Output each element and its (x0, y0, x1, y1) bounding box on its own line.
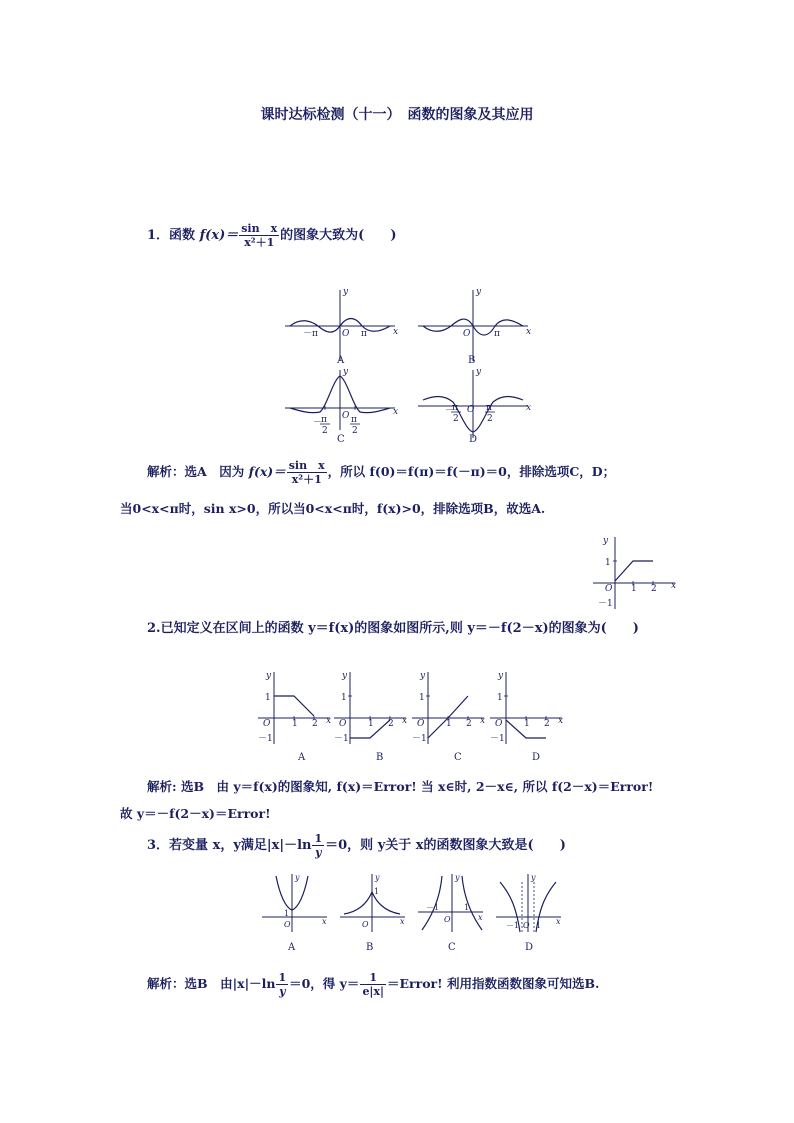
solution-3-part-b: ＝0，得 y＝ (289, 976, 360, 991)
tick-one: 1 (368, 719, 374, 729)
q3-graph-b (340, 872, 410, 934)
tick-two: 2 (453, 414, 459, 424)
question-1 (147, 222, 396, 249)
tick-two: 2 (466, 719, 472, 729)
question-3 (147, 832, 566, 859)
q1-graph-a (285, 286, 400, 366)
x-label: x (526, 327, 532, 337)
tick-pi-num: π (452, 403, 458, 413)
q2-graph-b (334, 668, 414, 748)
solution-1-fraction (287, 459, 327, 486)
tick-minus: － (445, 406, 455, 416)
tick-pi-num: π (321, 415, 327, 425)
question-3-part-b: ＝0，则 y关于 x的函数图象大致是( ) (325, 838, 566, 853)
tick-minus: － (313, 418, 323, 428)
tick-neg-one: －1 (598, 599, 613, 609)
label-one: 1 (341, 693, 347, 703)
q3-graph-c (418, 872, 488, 934)
tick-two: 2 (322, 426, 328, 436)
solution-2-line-1: 解析: 选B 由 y＝f(x)的图象知, f(x)＝Error! 当 x∈时, 2－x∈, 所以 f(2－x)＝Error! (147, 779, 654, 794)
solution-1-function: f(x)＝ (248, 464, 286, 479)
x-label: x (322, 917, 327, 926)
fraction-numerator: 1 (278, 971, 287, 984)
curve (615, 561, 653, 581)
x-label: x (671, 581, 677, 591)
q3-option-a-label: A (288, 942, 296, 953)
q3-option-b-label: B (366, 942, 374, 953)
tick-one: 1 (631, 584, 637, 594)
tick-two: 2 (544, 719, 550, 729)
tick-one: 1 (524, 719, 530, 729)
label-one: 1 (497, 693, 503, 703)
question-3-part-a: 3．若变量 x，y满足|x|－ln (147, 838, 312, 853)
question-1-tail: 的图象大致为( ) (280, 228, 397, 243)
fraction-denominator: x²＋1 (291, 473, 322, 486)
origin-label: O (342, 411, 350, 421)
tick-pi-num: π (351, 415, 357, 425)
solution-1-prefix: 解析：选A 因为 (147, 464, 245, 479)
q3-graph-a (262, 872, 332, 934)
x-label: x (526, 403, 532, 413)
question-1-function: f(x)＝ (199, 228, 239, 243)
q1-option-c-label: C (337, 434, 345, 445)
q2-reference-graph (593, 533, 683, 613)
label-neg-one: －1 (426, 903, 440, 912)
solution-3-fraction-1 (276, 971, 288, 998)
q1-option-a-label: A (337, 355, 345, 366)
tick-two: 2 (651, 584, 657, 594)
fraction-numerator: 1 (314, 832, 323, 845)
q2-option-c-label: C (454, 752, 462, 763)
x-label: x (400, 917, 405, 926)
q3-graph-d (496, 872, 566, 934)
label-neg-one: －1 (506, 921, 520, 930)
y-label: y (343, 367, 349, 377)
y-label: y (375, 873, 380, 882)
solution-1-line-2: 当0<x<π时，sin x>0，所以当0<x<π时，f(x)>0，排除选项B，故选A. (120, 501, 546, 516)
fraction-numerator: sin x (241, 222, 278, 235)
tick-two: 2 (312, 719, 318, 729)
page-title: 课时达标检测（十一） 函数的图象及其应用 (260, 107, 534, 123)
tick-neg-one: －1 (412, 734, 427, 744)
tick-neg-one: －1 (258, 734, 273, 744)
q2-graph-a (258, 668, 338, 748)
label-one: 1 (284, 909, 290, 918)
y-label: y (455, 873, 460, 882)
origin-label: O (362, 920, 369, 929)
tick-two: 2 (487, 414, 493, 424)
x-label: x (402, 716, 408, 726)
label-one: 1 (419, 693, 425, 703)
q1-option-b-label: B (468, 355, 476, 366)
curve (274, 696, 314, 716)
q2-graph-d (490, 668, 570, 748)
y-label: y (295, 873, 300, 882)
origin-label: O (495, 719, 503, 729)
tick-one: 1 (292, 719, 298, 729)
q3-option-d-label: D (525, 942, 534, 953)
origin-label: O (605, 584, 613, 594)
y-label: y (420, 671, 426, 681)
origin-label: O (417, 719, 425, 729)
question-2: 2.已知定义在区间上的函数 y＝f(x)的图象如图所示,则 y＝－f(2－x)的图象为( ) (147, 621, 639, 636)
label-one: 1 (464, 903, 470, 912)
question-1-fraction (239, 222, 279, 249)
tick-pi: π (361, 329, 367, 339)
question-1-number: 1．函数 (147, 228, 196, 243)
q2-option-a-label: A (298, 752, 306, 763)
x-label: x (556, 917, 561, 926)
label-one: 1 (265, 693, 271, 703)
tick-pi: π (494, 329, 500, 339)
x-label: x (480, 716, 486, 726)
q1-option-d-label: D (469, 434, 478, 445)
fraction-denominator: x²＋1 (244, 236, 275, 249)
x-label: x (393, 407, 399, 417)
fraction-denominator: e|x| (362, 985, 384, 998)
x-label: x (478, 913, 483, 922)
tick-neg-one: －1 (490, 734, 505, 744)
x-label: x (393, 327, 399, 337)
tick-two: 2 (388, 719, 394, 729)
solution-2-line-2: 故 y＝－f(2－x)＝Error! (120, 806, 271, 821)
q1-graph-b (418, 286, 533, 366)
q2-option-b-label: B (376, 752, 384, 763)
solution-3-part-a: 解析：选B 由|x|－ln (147, 976, 276, 991)
y-label: y (476, 367, 482, 377)
label-one: 1 (374, 887, 380, 896)
x-label: x (326, 716, 332, 726)
origin-label: O (284, 920, 291, 929)
tick-pi-num: π (486, 403, 492, 413)
x-label: x (558, 716, 564, 726)
fraction-denominator: y (315, 846, 322, 859)
tick-two: 2 (352, 426, 358, 436)
tick-one: 1 (446, 719, 452, 729)
solution-1-line-1 (147, 459, 615, 486)
solution-3-part-c: ＝Error! 利用指数函数图象可知选B. (387, 976, 600, 991)
fraction-numerator: 1 (360, 971, 386, 985)
solution-1-rest: ，所以 f(0)＝f(π)＝f(－π)＝0，排除选项C，D； (327, 464, 616, 479)
q3-option-c-label: C (448, 942, 456, 953)
q2-graph-c (412, 668, 492, 748)
origin-label: O (463, 329, 471, 339)
label-one: 1 (536, 921, 542, 930)
fraction-numerator: sin x (288, 459, 325, 472)
y-label: y (603, 536, 609, 546)
question-3-fraction (312, 832, 324, 859)
solution-3-fraction-2 (360, 971, 386, 998)
tick-neg-pi: －π (303, 329, 318, 339)
origin-label: O (339, 719, 347, 729)
y-label: y (266, 671, 272, 681)
y-label: y (498, 671, 504, 681)
y-label: y (531, 873, 536, 882)
y-label: y (343, 287, 349, 297)
y-label: y (476, 287, 482, 297)
fraction-denominator: y (279, 985, 286, 998)
y-label: y (342, 671, 348, 681)
origin-label: O (523, 921, 530, 930)
origin-label: O (342, 329, 350, 339)
origin-label: O (263, 719, 271, 729)
label-one: 1 (605, 558, 611, 568)
origin-label: O (467, 405, 475, 415)
origin-label: O (444, 915, 451, 924)
solution-3 (147, 971, 599, 998)
q2-option-d-label: D (532, 752, 541, 763)
tick-neg-one: －1 (334, 734, 349, 744)
